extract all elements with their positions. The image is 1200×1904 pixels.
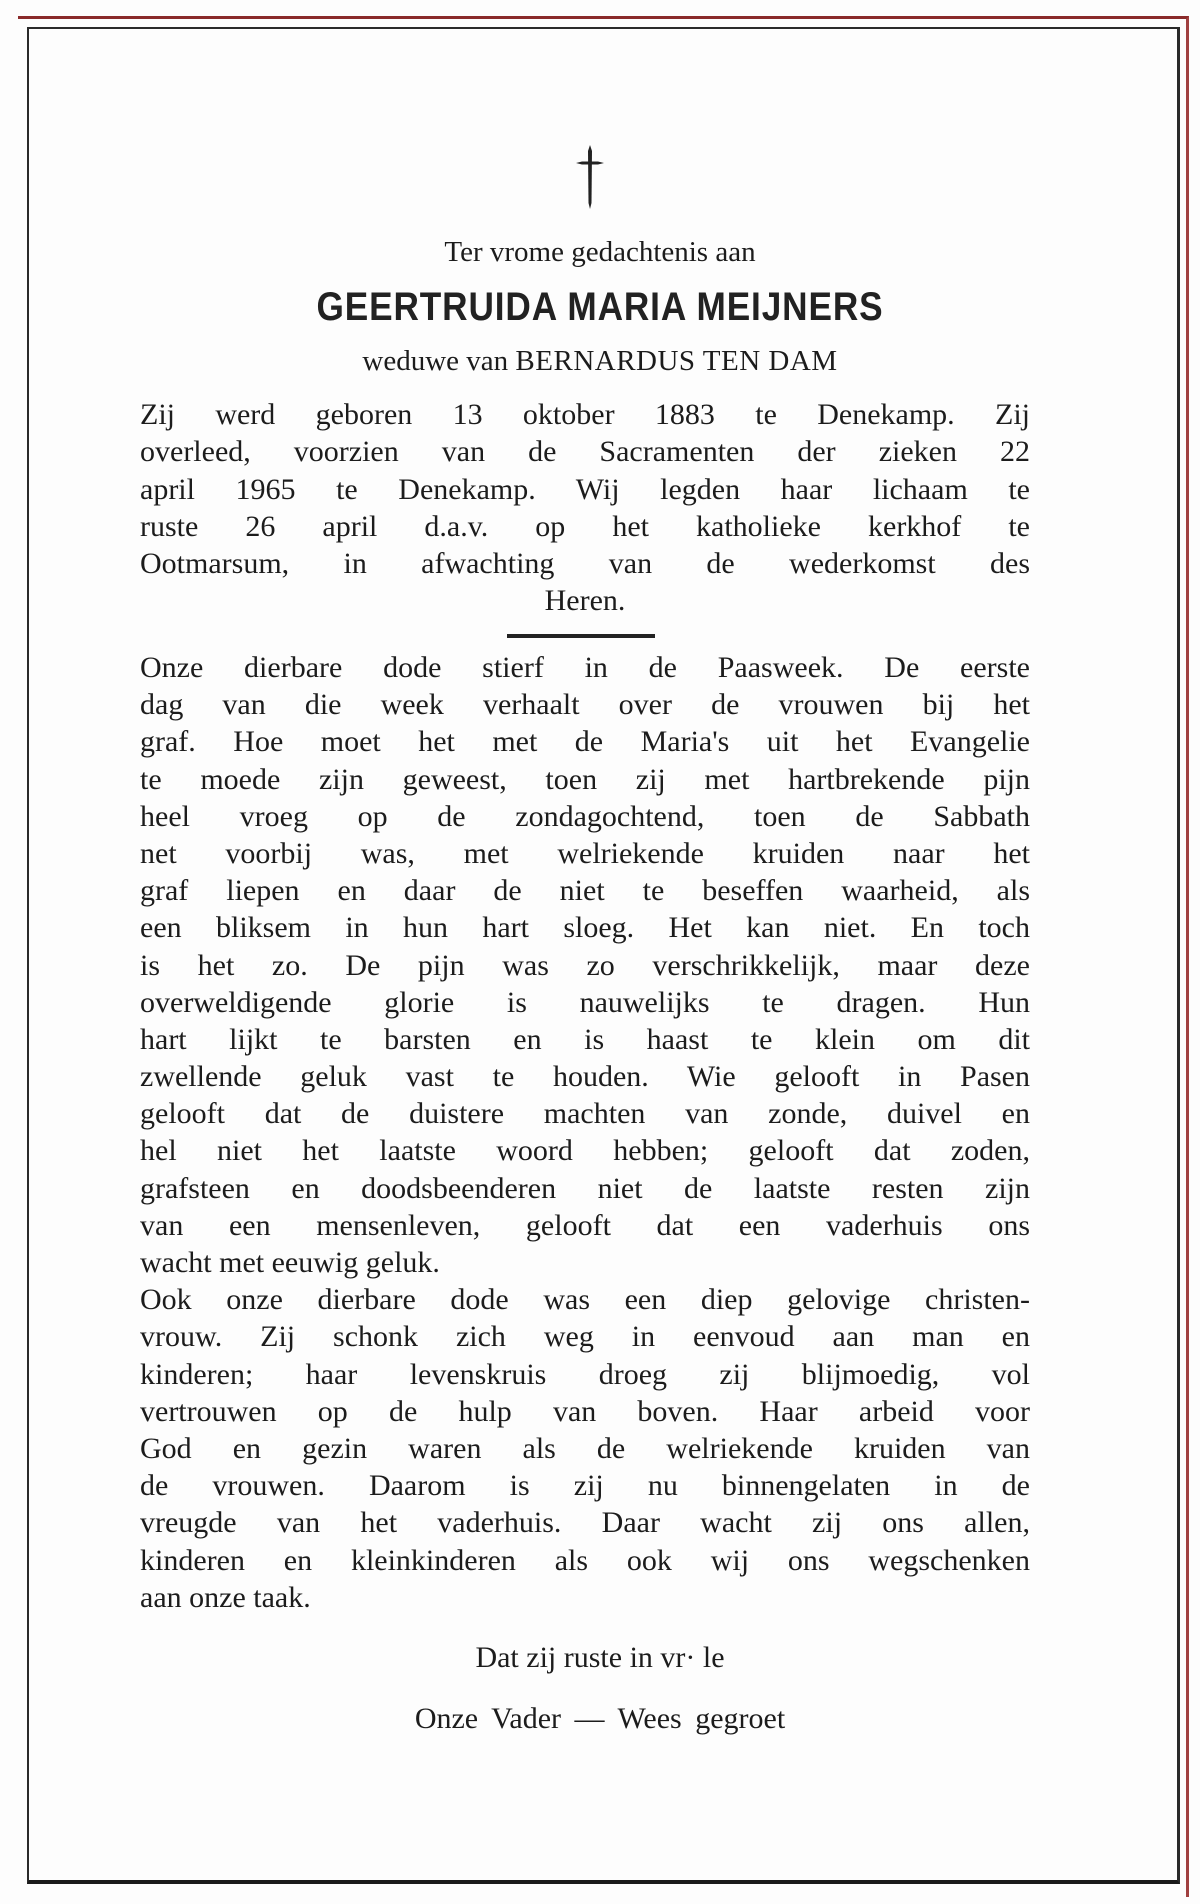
- text-line: hel niet het laatste woord hebben; gelooft dat zoden,: [140, 1134, 1030, 1168]
- text-line: hart lijkt te barsten en is haast te klein om dit: [140, 1022, 1030, 1056]
- deceased-name: GEERTRUIDA MARIA MEIJNERS: [316, 285, 884, 329]
- text-line: net voorbij was, met welriekende kruiden naar het: [140, 836, 1030, 870]
- text-line: wacht met eeuwig geluk.: [140, 1246, 440, 1279]
- intro-text: Ter vrome gedachtenis aan: [444, 236, 756, 268]
- text-line: graf. Hoe moet het met de Maria's uit het Evangelie: [140, 725, 1030, 759]
- text-line: grafsteen en doodsbeenderen niet de laatste resten zijn: [140, 1171, 1030, 1205]
- text-line: Ook onze dierbare dode was een diep gelovige christen-: [140, 1283, 1030, 1317]
- text-line: vrouw. Zij schonk zich weg in eenvoud aan man en: [140, 1320, 1030, 1354]
- text-line: kinderen; haar levenskruis droeg zij blijmoedig, vol: [140, 1357, 1030, 1391]
- text-line: Zij werd geboren 13 oktober 1883 te Denekamp. Zij: [140, 398, 1030, 431]
- text-line: is het zo. De pijn was zo verschrikkelijk, maar deze: [140, 948, 1030, 982]
- cross-icon: [572, 143, 608, 209]
- text-line: zwellende geluk vast te houden. Wie gelooft in Pasen: [140, 1060, 1030, 1094]
- text-line: ruste 26 april d.a.v. op het katholieke kerkhof te: [140, 509, 1030, 543]
- text-line: Ootmarsum, in afwachting van de wederkomst des: [140, 547, 1030, 581]
- meditation-paragraph: [140, 649, 1030, 1616]
- divider-rule: [507, 634, 655, 638]
- widow-prefix: weduwe van: [362, 345, 509, 377]
- closing-line: Dat zij ruste in vr· le: [475, 1641, 725, 1674]
- text-line: vertrouwen op de hulp van boven. Haar arbeid voor: [140, 1394, 1030, 1428]
- text-line: heel vroeg op de zondagochtend, toen de Sabbath: [140, 799, 1030, 833]
- text-line: van een mensenleven, gelooft dat een vaderhuis ons: [140, 1208, 1030, 1242]
- text-line: God en gezin waren als de welriekende kruiden van: [140, 1431, 1030, 1465]
- text-line: vreugde van het vaderhuis. Daar wacht zij ons allen,: [140, 1506, 1030, 1540]
- text-line: een bliksem in hun hart sloeg. Het kan niet. En toch: [140, 911, 1030, 945]
- text-line: Onze dierbare dode stierf in de Paasweek. De eerste: [140, 651, 1030, 684]
- text-line: april 1965 te Denekamp. Wij legden haar lichaam te: [140, 472, 1030, 506]
- text-line: dag van die week verhaalt over de vrouwen bij het: [140, 688, 1030, 722]
- text-line: de vrouwen. Daarom is zij nu binnengelaten in de: [140, 1469, 1030, 1503]
- prayers-line: Onze Vader — Wees gegroet: [414, 1702, 786, 1735]
- text-line: graf liepen en daar de niet te beseffen waarheid, als: [140, 874, 1030, 908]
- biography-paragraph: [140, 396, 1030, 620]
- widow-line: [0, 345, 1200, 378]
- text-line: gelooft dat de duistere machten van zonde, duivel en: [140, 1097, 1030, 1131]
- text-line: overweldigende glorie is nauwelijks te dragen. Hun: [140, 985, 1030, 1019]
- text-line: aan onze taak.: [140, 1580, 311, 1614]
- text-line: Heren.: [544, 584, 626, 618]
- spouse-name: BERNARDUS TEN DAM: [515, 345, 838, 377]
- text-line: kinderen en kleinkinderen als ook wij ons wegschenken: [140, 1543, 1030, 1577]
- text-line: te moede zijn geweest, toen zij met hartbrekende pijn: [140, 762, 1030, 796]
- text-line: overleed, voorzien van de Sacramenten der zieken 22: [140, 435, 1030, 469]
